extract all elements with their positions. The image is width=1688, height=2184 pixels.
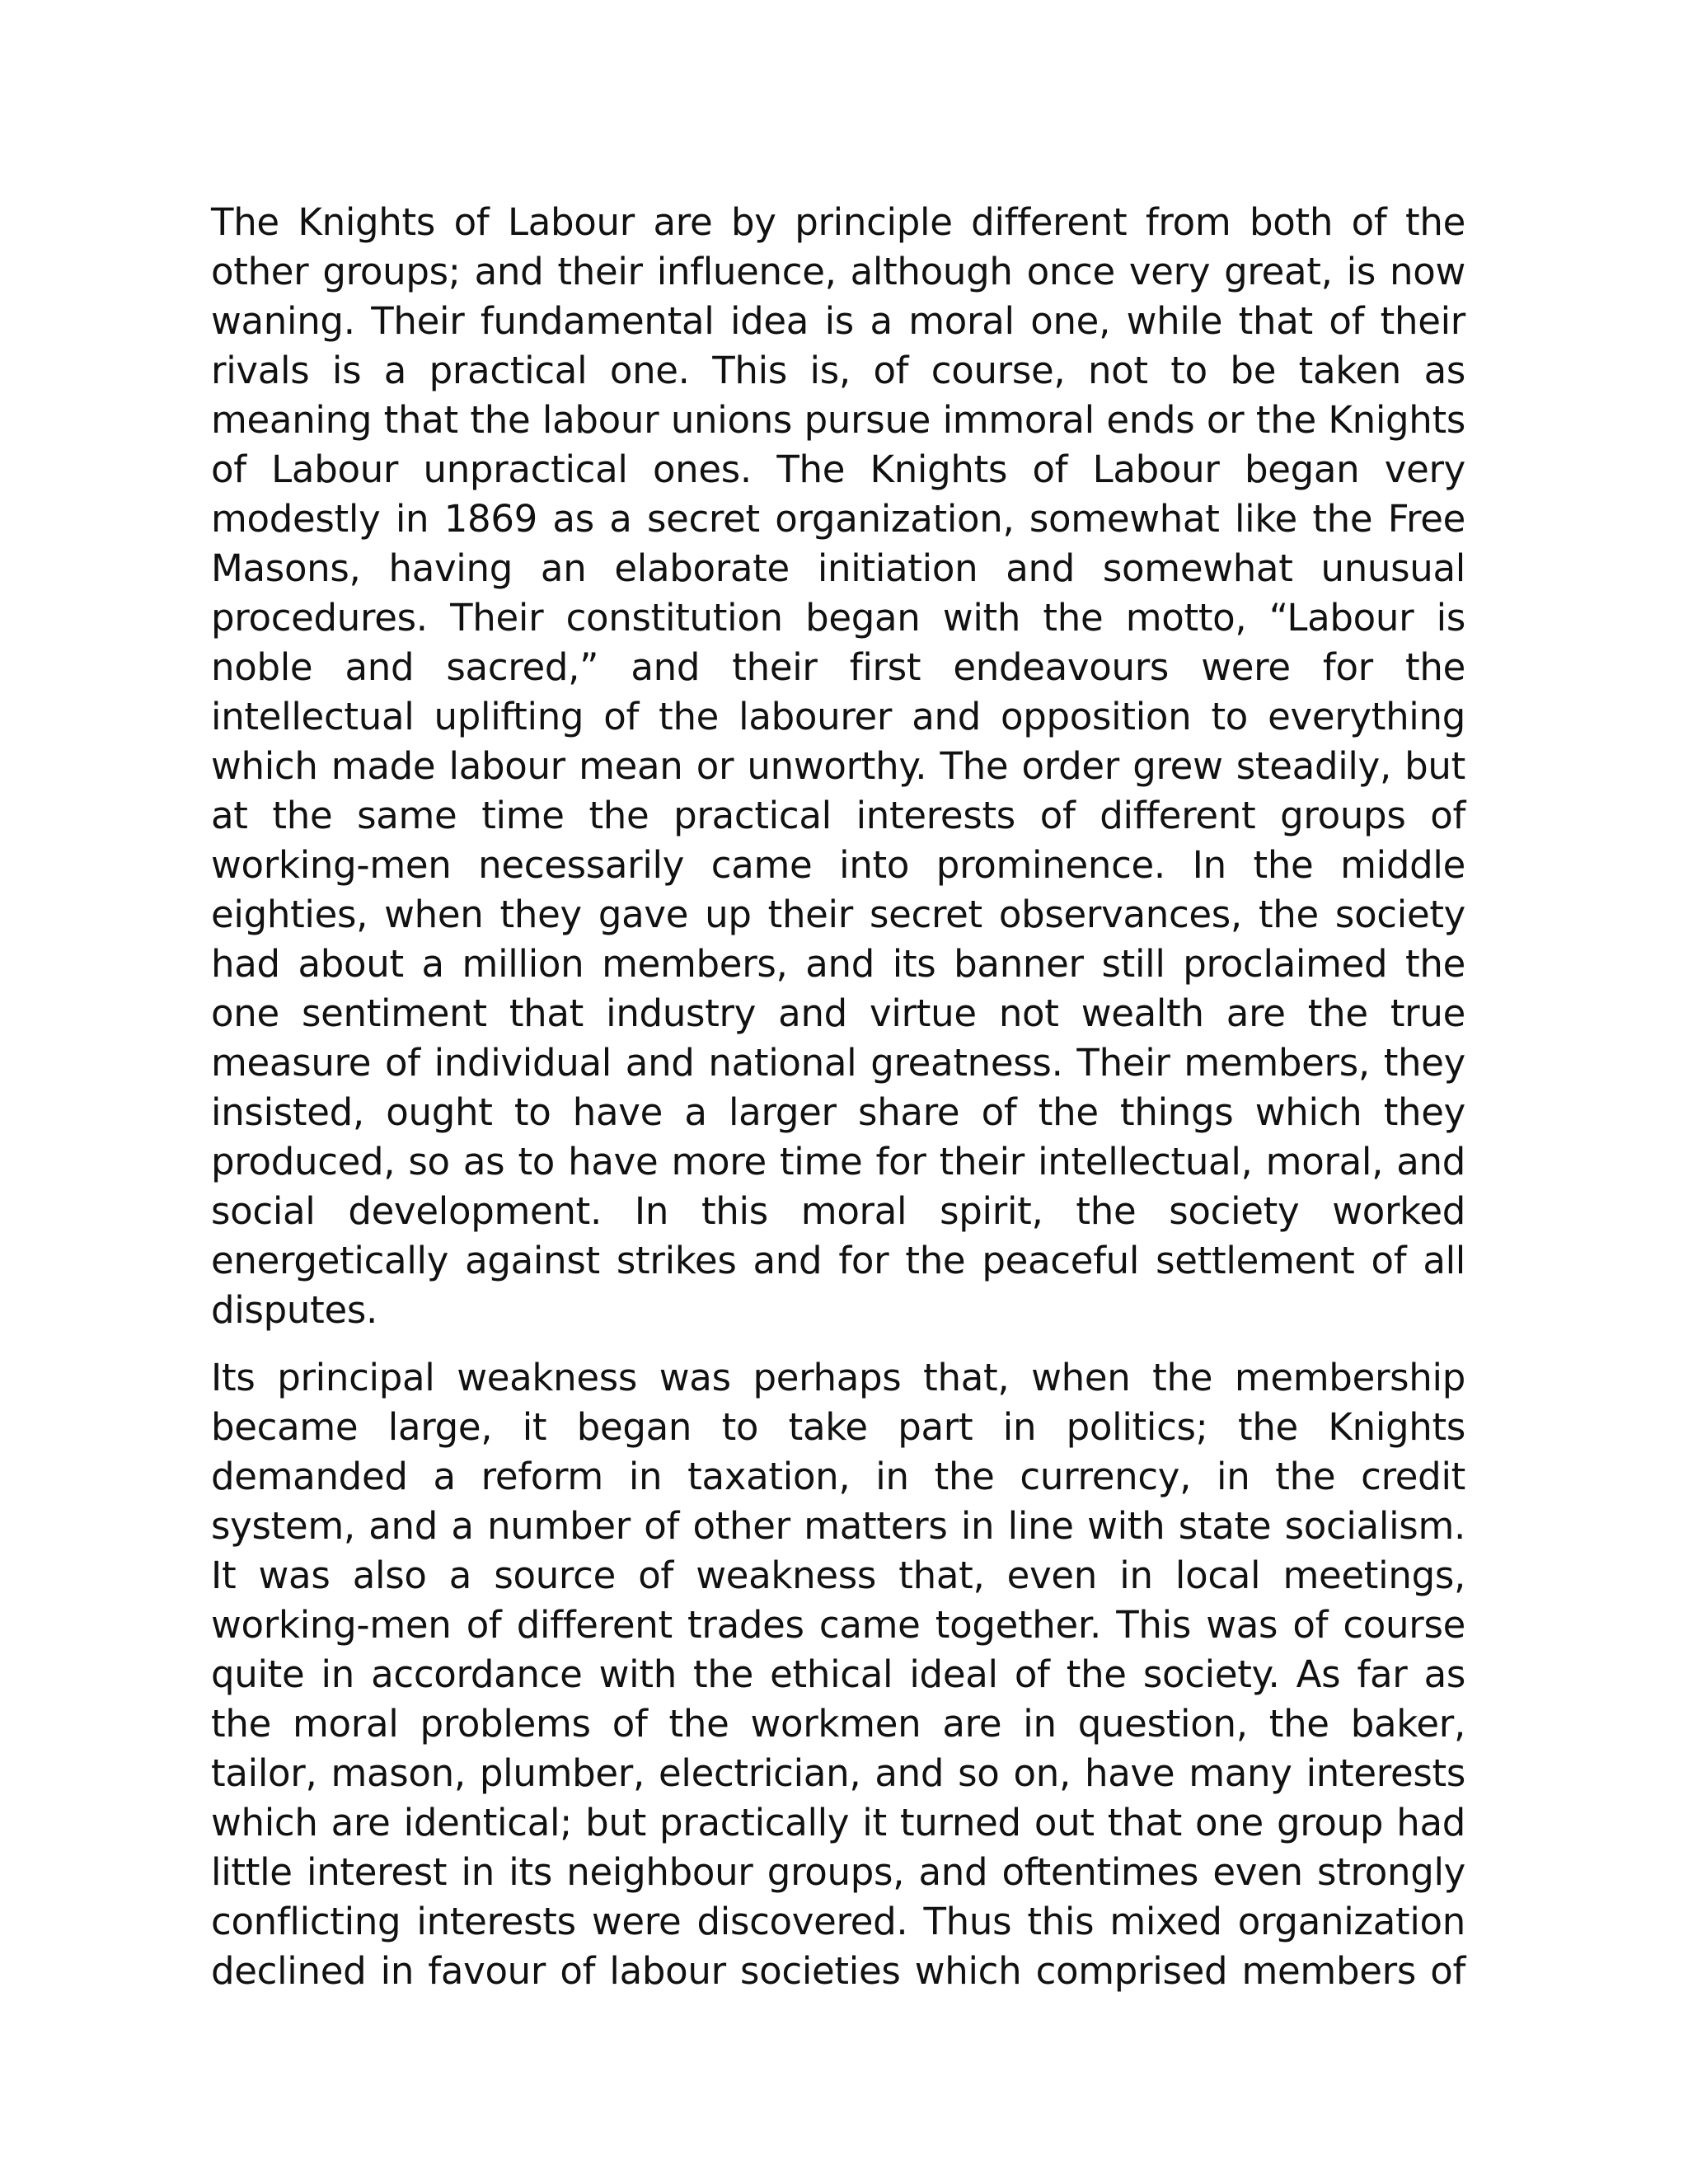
paragraph-principal-weakness: Its principal weakness was perhaps that, when the membership became large, it began to take part in politics; the Knights demanded a reform in taxation, in the currency, in the credit system, and a number of other matters in line with state socialism. It was also a source of weakness that, even in local meetings, working-men of different trades came together. This was of course quite in accordance with the ethical ideal of the society. As far as the moral problems of the workmen are in question, the baker, tailor, mason, plumber, electrician, and so on, have many interests which are identical; but practically it turned out that one group had little interest in its neighbour groups, and oftentimes even strongly conflicting interests were discovered. Thus this mixed organization declined in favour of labour societies which comprised members of (211, 1356, 1465, 1993)
paragraph-knights-of-labour: The Knights of Labour are by principle different from both of the other groups; and their influence, although once very great, is now waning. Their fundamental idea is a moral one, while that of their rivals is a practical one. This is, of course, not to be taken as meaning that the labour unions pursue immoral ends or the Knights of Labour unpractical ones. The Knights of Labour began very modestly in 1869 as a secret organization, somewhat like the Free Masons, having an elaborate initiation and somewhat unusual procedures. Their constitution began with the motto, “Labour is noble and sacred,” and their first endeavours were for the intellectual uplifting of the labourer and opposition to everything which made labour mean or unworthy. The order grew steadily, but at the same time the practical interests of different groups of working-men necessarily came into prominence. In the middle eighties, when they gave up their secret observances, the society had about a million members, and its banner still proclaimed the one sentiment that industry and virtue not wealth are the true measure of individual and national greatness. Their members, they insisted, ought to have a larger share of the things which they produced, so as to have more time for their intellectual, moral, and social development. In this moral spirit, the society worked energetically against strikes and for the peaceful settlement of all disputes. (211, 200, 1465, 1332)
body-text (211, 198, 1465, 1996)
